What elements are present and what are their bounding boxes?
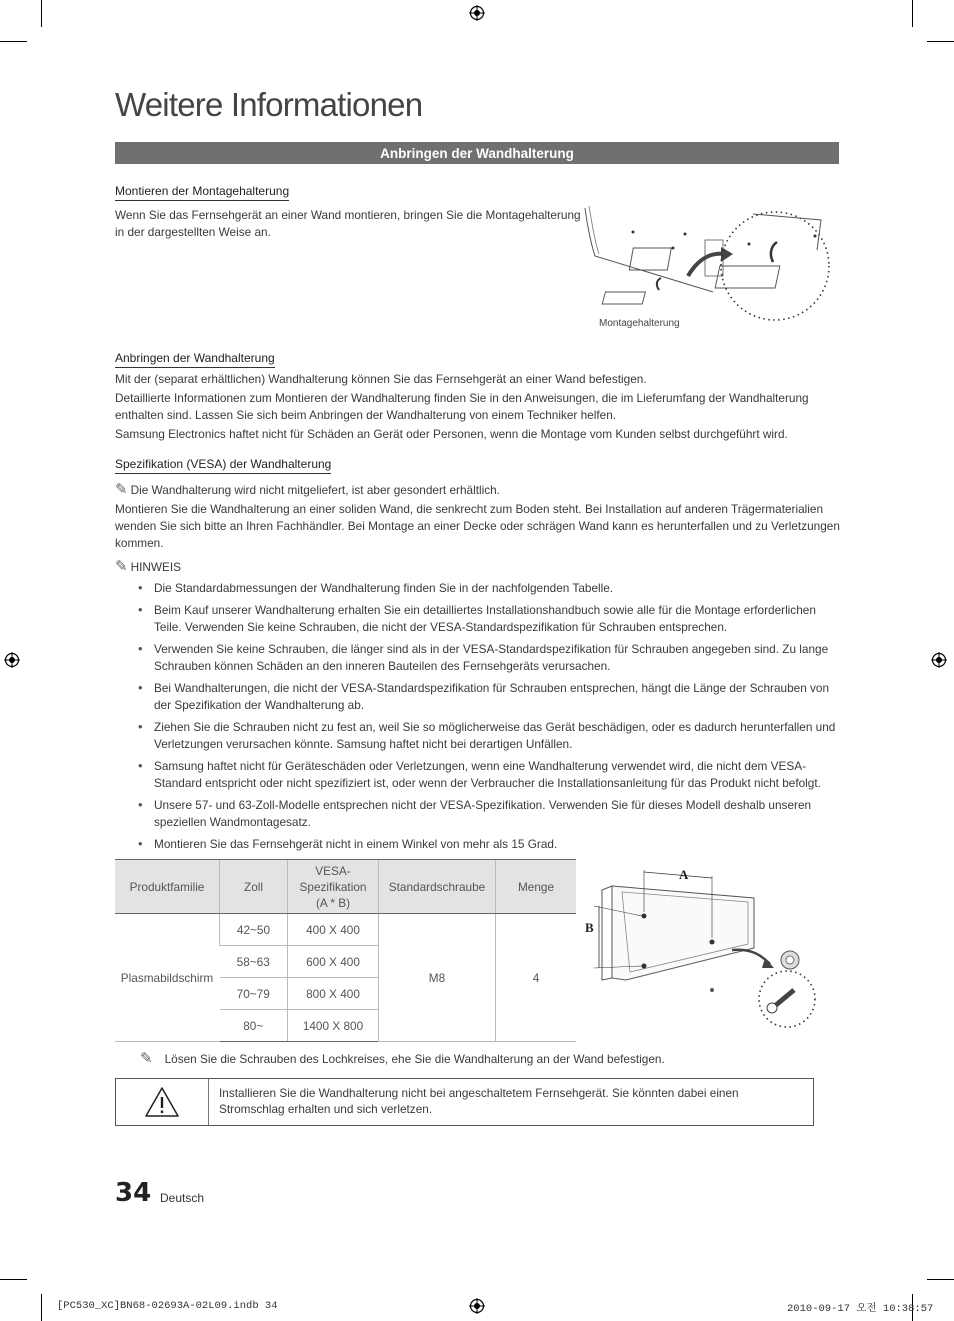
hinweis-list	[138, 580, 843, 858]
registration-mark-icon	[4, 652, 20, 668]
list-item: • Samsung haftet nicht für Geräteschäden oder Verletzungen, wenn eine Wandhalterung verwendet wird, die nicht dem VESA-Standard entspricht oder nicht spezifiziert ist, oder wenn der Verbraucher die Installationsanleitung für das Produkt nicht befolgt.	[138, 758, 843, 792]
vesa-note-2	[140, 1049, 665, 1067]
header-vesa-line: Spezifikation	[299, 879, 367, 894]
list-item: • Beim Kauf unserer Wandhalterung erhalten Sie ein detailliertes Installationshandbuch sowie alle für die Montage erforderlichen Teile. Verwenden Sie keine Schrauben, die nicht der VESA-Standardspezifikation für Schrauben entsprechen.	[138, 602, 843, 636]
hinweis-label: HINWEIS	[130, 560, 182, 574]
figure-label-a: A	[679, 867, 689, 882]
registration-mark-icon	[469, 5, 485, 21]
cell-family: Plasmabildschirm	[115, 914, 220, 1042]
header-produktfamilie: Produktfamilie	[115, 860, 220, 914]
list-item: • Montieren Sie das Fernsehgerät nicht in einem Winkel von mehr als 15 Grad.	[138, 836, 843, 853]
warning-text: Installieren Sie die Wandhalterung nicht bei angeschaltetem Fernsehgerät. Sie könnten dabei einen Stromschlag erhalten und sich verletzen.	[219, 1086, 739, 1116]
crop-mark	[912, 0, 913, 27]
cell-vesa: 600 X 400	[288, 946, 379, 978]
subheading-wall-mount: Anbringen der Wandhalterung	[115, 351, 275, 368]
print-file-info: [PC530_XC]BN68-02693A-02L09.indb 34	[57, 1300, 278, 1312]
crop-mark	[927, 41, 954, 42]
crop-mark	[927, 1279, 954, 1280]
list-item: • Bei Wandhalterungen, die nicht der VESA-Standardspezifikation für Schrauben entsprechen, hängt die Länge der Schrauben von der Spezifikation der Wandhalterung ab.	[138, 680, 843, 714]
header-standardschraube: Standardschraube	[379, 860, 496, 914]
header-vesa-line: VESA-	[315, 863, 351, 878]
list-item: • Die Standardabmessungen der Wandhalterung finden Sie in der nachfolgenden Tabelle.	[138, 580, 843, 597]
crop-mark	[41, 0, 42, 27]
registration-mark-icon	[931, 652, 947, 668]
pencil-note-icon: ✎	[115, 558, 128, 575]
crop-mark	[0, 41, 27, 42]
cell-zoll: 80~	[220, 1010, 288, 1042]
cell-zoll: 70~79	[220, 978, 288, 1010]
cell-quantity: 4	[496, 914, 577, 1042]
tv-back-illustration	[582, 862, 822, 1032]
vesa-note-2-text: Lösen Sie die Schrauben des Lochkreises, ehe Sie die Wandhalterung an der Wand befestigen.	[164, 1052, 665, 1066]
wall-mount-p3: Samsung Electronics haftet nicht für Schäden an Gerät oder Personen, wenn die Montage vom Kunden selbst durchgeführt wird.	[115, 427, 788, 441]
figure-label-montagehalterung: Montagehalterung	[599, 318, 680, 329]
pencil-note-icon: ✎	[140, 1050, 153, 1067]
warning-box	[115, 1078, 814, 1126]
warning-triangle-icon	[144, 1086, 180, 1118]
vesa-note-1	[115, 481, 841, 499]
page-number: 34	[115, 1178, 152, 1208]
page-title: Weitere Informationen	[115, 86, 423, 123]
wall-mount-p1: Mit der (separat erhältlichen) Wandhalterung können Sie das Fernsehgerät an einer Wand befestigen.	[115, 372, 647, 386]
cell-zoll: 58~63	[220, 946, 288, 978]
subheading-mount-bracket: Montieren der Montagehalterung	[115, 184, 289, 201]
header-vesa-line: (A * B)	[315, 895, 351, 910]
print-date: 2010-09-17 오전 10:38:57	[787, 1303, 934, 1315]
registration-mark-icon	[469, 1298, 485, 1314]
list-item: • Verwenden Sie keine Schrauben, die länger sind als in der VESA-Standardspezifikation für Schrauben angegeben sind. Zu lange Schrauben können Schäden an den inneren Bauteilen des Fernsehgeräts verursachen.	[138, 641, 843, 675]
hinweis-heading	[115, 558, 841, 576]
table-header-row	[115, 860, 576, 914]
cell-vesa: 400 X 400	[288, 914, 379, 946]
wall-mount-p2: Detaillierte Informationen zum Montieren der Wandhalterung finden Sie in den Anweisungen, die im Lieferumfang der Wandhalterung enthalten sind. Lassen Sie sich beim Anbringen der Wandhalterung von einem Techniker helfen.	[115, 391, 809, 422]
header-zoll: Zoll	[220, 860, 288, 914]
crop-mark	[0, 1279, 27, 1280]
subheading-vesa: Spezifikation (VESA) der Wandhalterung	[115, 457, 331, 474]
figure-label-b: B	[585, 920, 594, 935]
cell-screw: M8	[379, 914, 496, 1042]
page-language: Deutsch	[160, 1191, 205, 1205]
vesa-spec-table	[115, 859, 576, 1042]
section-bar: Anbringen der Wandhalterung	[115, 142, 839, 164]
vesa-p1: Montieren Sie die Wandhalterung an einer soliden Wand, die senkrecht zum Boden steht. Bei Installation auf anderen Trägermaterialien wenden Sie sich bitte an Ihren Fachhändler. Bei Montage an einer Decke oder schrägen Wand kann es herunterfallen und zu Verletzungen kommen.	[115, 502, 840, 550]
vesa-note-1-text: Die Wandhalterung wird nicht mitgeliefert, ist aber gesondert erhältlich.	[130, 483, 500, 497]
mount-bracket-text: Wenn Sie das Fernsehgerät an einer Wand montieren, bringen Sie die Montagehalterung in der dargestellten Weise an.	[115, 208, 581, 239]
mount-bracket-illustration	[583, 204, 833, 329]
table-row	[115, 914, 576, 946]
pencil-note-icon: ✎	[115, 481, 128, 498]
list-item: • Unsere 57- und 63-Zoll-Modelle entsprechen nicht der VESA-Spezifikation. Verwenden Sie für dieses Modell deshalb unseren speziellen Wandmontagesatz.	[138, 797, 843, 831]
cell-zoll: 42~50	[220, 914, 288, 946]
list-item: • Ziehen Sie die Schrauben nicht zu fest an, weil Sie so möglicherweise das Gerät beschädigen, oder es dadurch herunterfallen und Verletzungen verursachen könnte. Samsung haftet nicht bei derartigen Unfällen.	[138, 719, 843, 753]
crop-mark	[41, 1294, 42, 1321]
header-vesa	[288, 860, 379, 914]
warning-icon-cell	[116, 1079, 209, 1125]
cell-vesa: 800 X 400	[288, 978, 379, 1010]
header-menge: Menge	[496, 860, 577, 914]
cell-vesa: 1400 X 800	[288, 1010, 379, 1042]
